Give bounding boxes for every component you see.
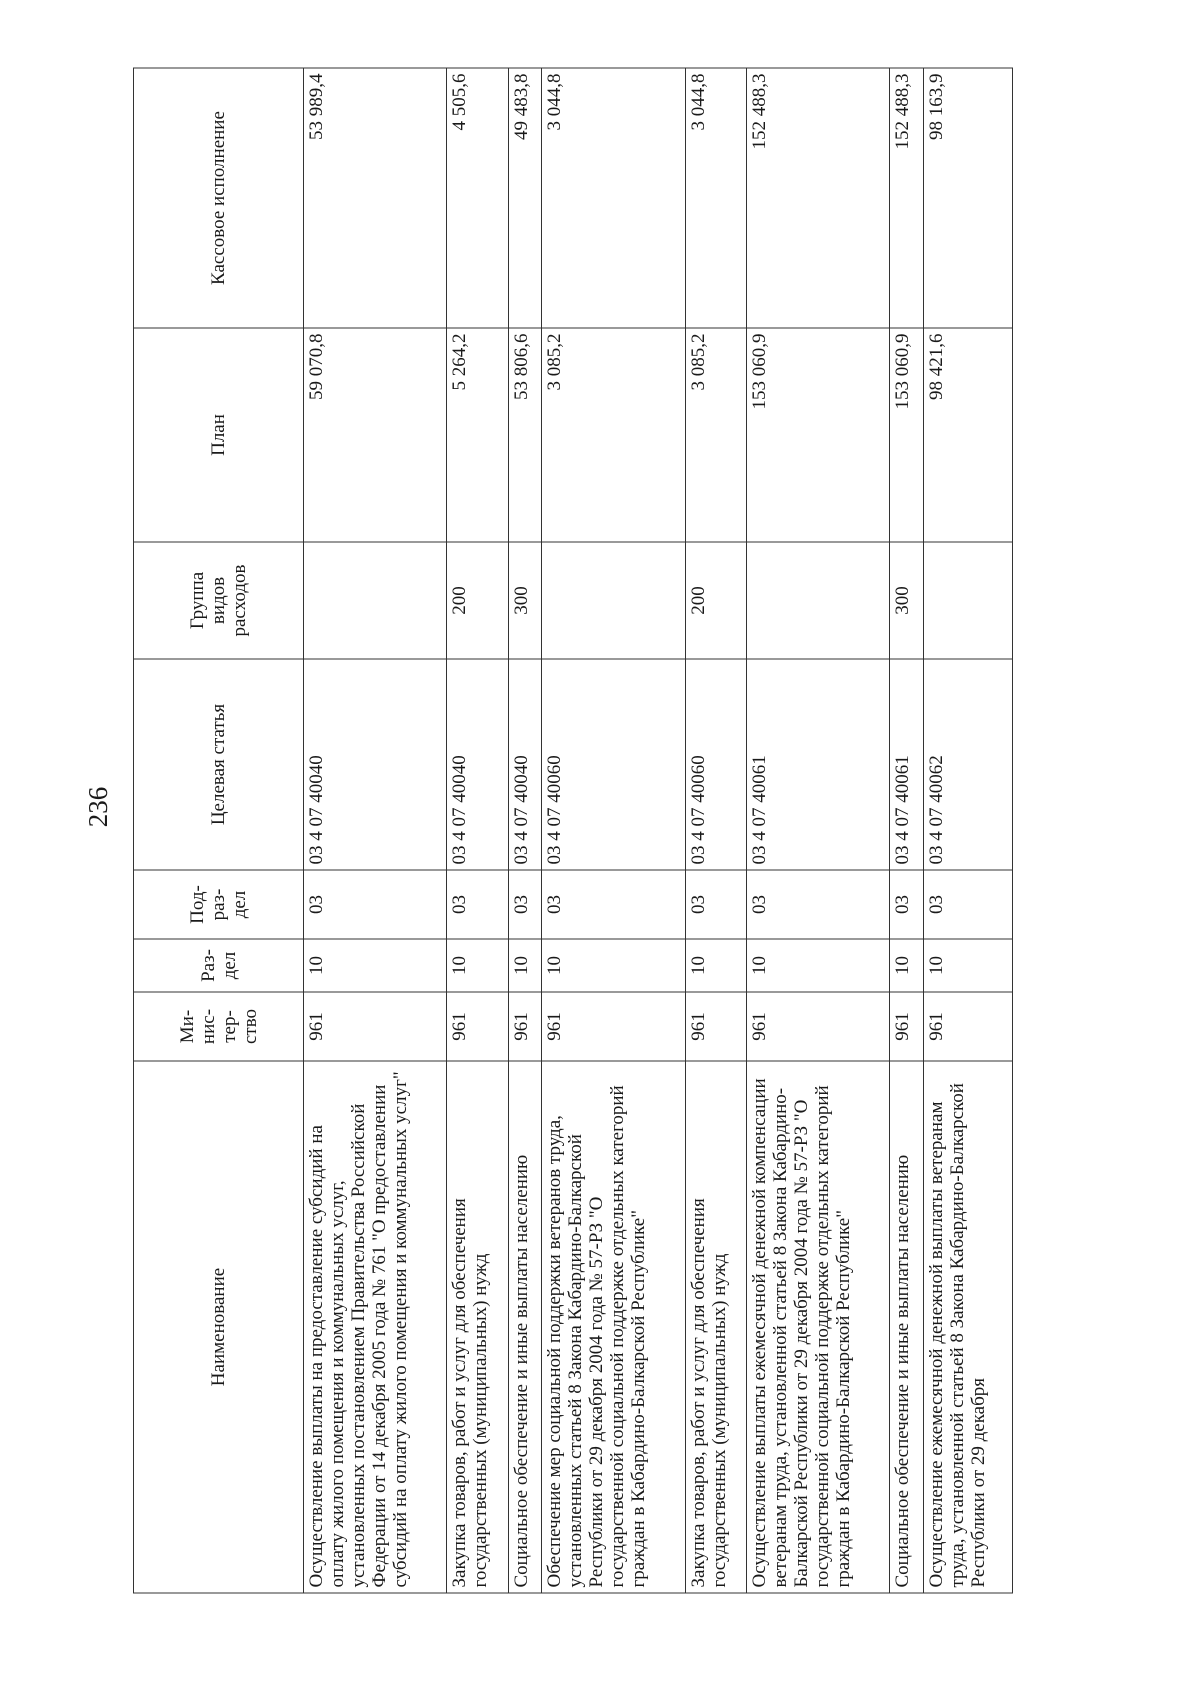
cell-execution: 53 989,4	[303, 68, 446, 328]
cell-target: 03 4 07 40061	[889, 659, 923, 870]
header-target: Целевая статья	[133, 659, 303, 870]
cell-execution: 3 044,8	[685, 68, 746, 328]
cell-subsection: 03	[508, 870, 542, 939]
header-name: Наименование	[133, 1061, 303, 1593]
table-row	[541, 68, 684, 1593]
cell-ministry: 961	[508, 992, 542, 1061]
cell-target: 03 4 07 40040	[508, 659, 542, 870]
cell-execution: 152 488,3	[889, 68, 923, 328]
cell-target: 03 4 07 40040	[446, 659, 507, 870]
cell-execution: 98 163,9	[923, 68, 1012, 328]
cell-section: 10	[508, 939, 542, 992]
cell-plan: 153 060,9	[889, 328, 923, 542]
cell-ministry: 961	[541, 992, 684, 1061]
cell-execution: 4 505,6	[446, 68, 507, 328]
cell-target: 03 4 07 40060	[541, 659, 684, 870]
cell-section: 10	[889, 939, 923, 992]
table-row	[746, 68, 889, 1593]
table-row	[685, 68, 746, 1593]
budget-table	[133, 67, 1013, 1593]
cell-name: Осуществление ежемесячной денежной выплаты ветеранам труда, установленной статьей 8 Закона Кабардино-Балкарской Республики от 29 декабря	[923, 1061, 1012, 1593]
cell-plan: 3 085,2	[685, 328, 746, 542]
cell-name: Социальное обеспечение и иные выплаты населению	[508, 1061, 542, 1593]
cell-plan: 53 806,6	[508, 328, 542, 542]
cell-name: Социальное обеспечение и иные выплаты населению	[889, 1061, 923, 1593]
cell-plan: 59 070,8	[303, 328, 446, 542]
page-number: 236	[83, 786, 113, 828]
header-ministry: Ми-нис-тер-ство	[133, 992, 303, 1061]
cell-subsection: 03	[303, 870, 446, 939]
cell-ministry: 961	[746, 992, 889, 1061]
cell-group: 200	[685, 542, 746, 659]
cell-subsection: 03	[746, 870, 889, 939]
header-subsection: Под-раз-дел	[133, 870, 303, 939]
cell-plan: 5 264,2	[446, 328, 507, 542]
cell-name: Обеспечение мер социальной поддержки ветеранов труда, установленных статьей 8 Закона Кабардино-Балкарской Республики от 29 декабря 2004 года № 57-РЗ "О государственной социальной поддержке отдельных категорий граждан в Кабардино-Балкарской Республике"	[541, 1061, 684, 1593]
cell-ministry: 961	[923, 992, 1012, 1061]
header-group: Группа видов расходов	[133, 542, 303, 659]
cell-section: 10	[303, 939, 446, 992]
cell-group	[923, 542, 1012, 659]
table-row	[889, 68, 923, 1593]
cell-plan: 153 060,9	[746, 328, 889, 542]
cell-subsection: 03	[889, 870, 923, 939]
cell-group: 300	[508, 542, 542, 659]
cell-target: 03 4 07 40040	[303, 659, 446, 870]
cell-ministry: 961	[303, 992, 446, 1061]
cell-ministry: 961	[889, 992, 923, 1061]
cell-group: 200	[446, 542, 507, 659]
cell-section: 10	[746, 939, 889, 992]
table-row	[303, 68, 446, 1593]
cell-plan: 3 085,2	[541, 328, 684, 542]
cell-target: 03 4 07 40061	[746, 659, 889, 870]
table-row	[923, 68, 1012, 1593]
cell-subsection: 03	[923, 870, 1012, 939]
cell-execution: 3 044,8	[541, 68, 684, 328]
header-section: Раз-дел	[133, 939, 303, 992]
cell-name: Осуществление выплаты ежемесячной денежной компенсации ветеранам труда, установленной статьей 8 Закона Кабардино-Балкарской Республики от 29 декабря 2004 года № 57-РЗ "О государственной социальной поддержке отдельных категорий граждан в Кабардино-Балкарской Республике"	[746, 1061, 889, 1593]
cell-section: 10	[446, 939, 507, 992]
cell-plan: 98 421,6	[923, 328, 1012, 542]
cell-subsection: 03	[685, 870, 746, 939]
cell-target: 03 4 07 40062	[923, 659, 1012, 870]
cell-group: 300	[889, 542, 923, 659]
cell-subsection: 03	[541, 870, 684, 939]
cell-execution: 152 488,3	[746, 68, 889, 328]
table-row	[446, 68, 507, 1593]
header-execution: Кассовое исполнение	[133, 68, 303, 328]
cell-ministry: 961	[446, 992, 507, 1061]
table-header-row	[133, 68, 303, 1593]
cell-section: 10	[685, 939, 746, 992]
cell-name: Закупка товаров, работ и услуг для обеспечения государственных (муниципальных) нужд	[685, 1061, 746, 1593]
header-plan: План	[133, 328, 303, 542]
cell-target: 03 4 07 40060	[685, 659, 746, 870]
cell-ministry: 961	[685, 992, 746, 1061]
cell-section: 10	[541, 939, 684, 992]
cell-execution: 49 483,8	[508, 68, 542, 328]
cell-subsection: 03	[446, 870, 507, 939]
cell-name: Осуществление выплаты на предоставление субсидий на оплату жилого помещения и коммунальных услуг, установленных постановлением Правительства Российской Федерации от 14 декабря 2005 года № 761 "О предоставлении субсидий на оплату жилого помещения и коммунальных услуг"	[303, 1061, 446, 1593]
cell-name: Закупка товаров, работ и услуг для обеспечения государственных (муниципальных) нужд	[446, 1061, 507, 1593]
table-row	[508, 68, 542, 1593]
cell-section: 10	[923, 939, 1012, 992]
table-body	[303, 68, 1012, 1593]
budget-table-rotated	[133, 68, 1013, 1593]
cell-group	[541, 542, 684, 659]
cell-group	[303, 542, 446, 659]
cell-group	[746, 542, 889, 659]
